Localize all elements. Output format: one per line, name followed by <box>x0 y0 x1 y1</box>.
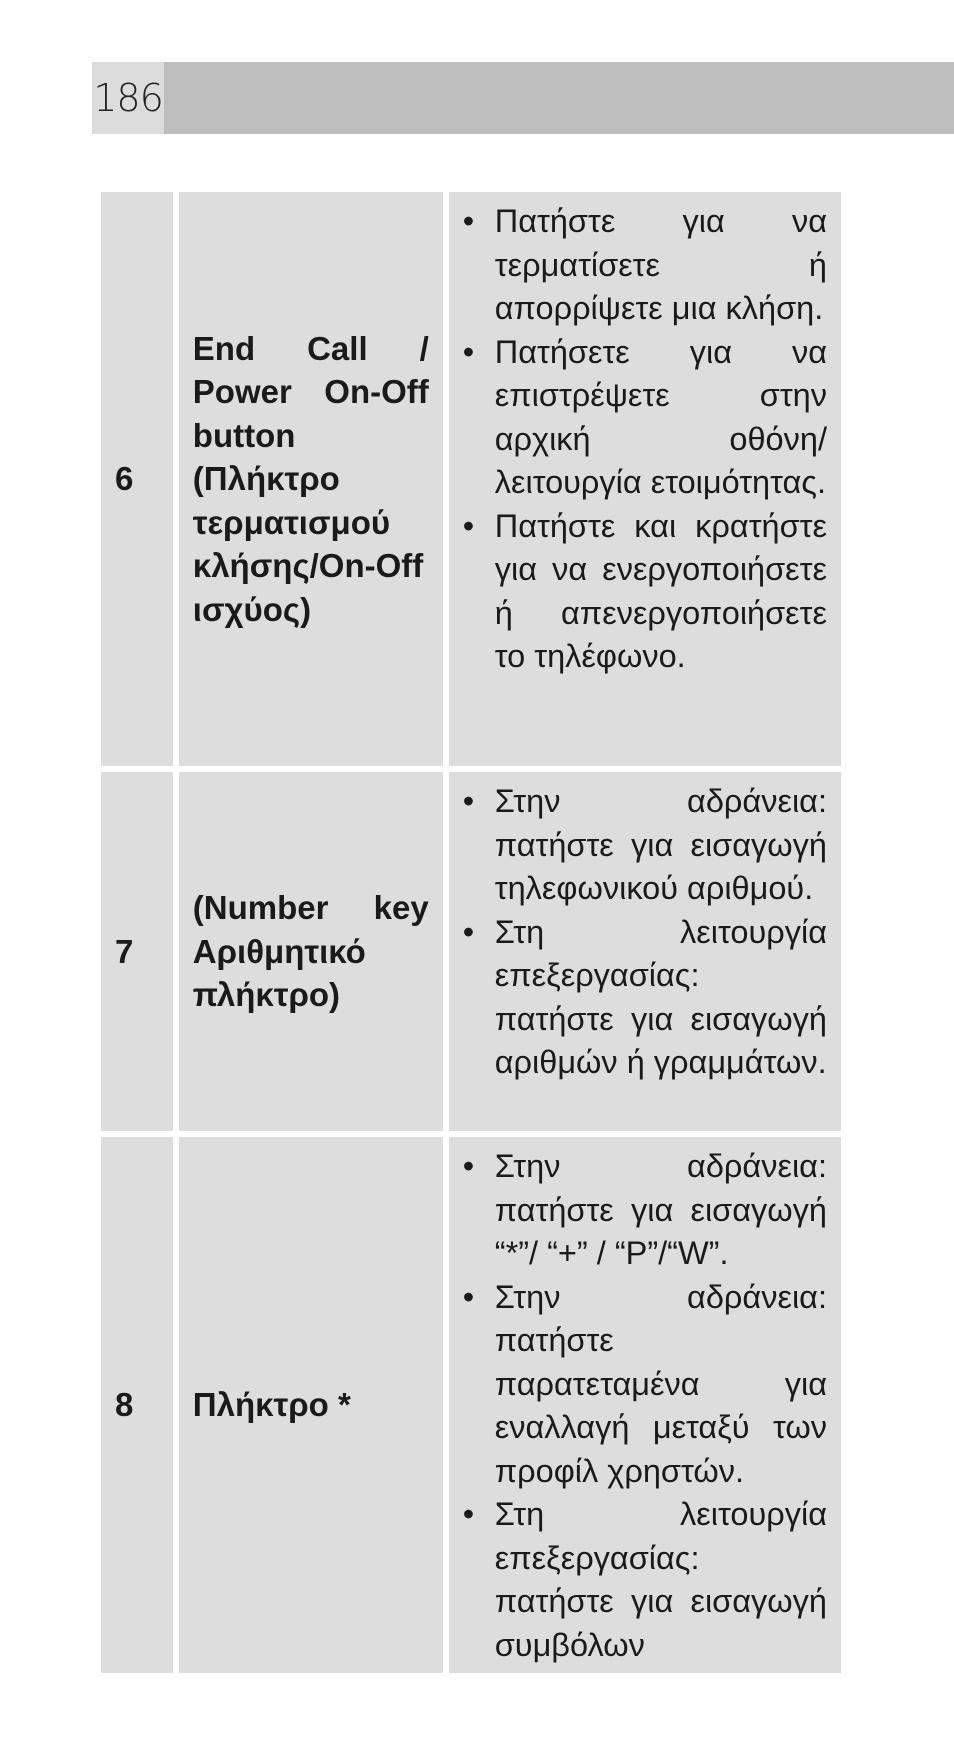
description-list <box>449 192 841 685</box>
description-cell <box>449 192 841 766</box>
row-number: 7 <box>101 772 173 1131</box>
key-name: Πλήκτρο * <box>192 1386 351 1424</box>
list-item: • Πατήστε και κρατήστε για να ενεργοποιήσετε ή απενεργοποιήσετε το τηλέφωνο. <box>495 505 827 679</box>
list-item: • Στη λειτουργία επεξεργασίας: πατήστε για εισαγωγή αριθμών ή γραμμάτων. <box>495 911 827 1085</box>
list-item: • Στην αδράνεια: πατήστε παρατεταμένα για εναλλαγή μεταξύ των προφίλ χρηστών. <box>495 1276 827 1494</box>
description-list <box>449 772 841 1091</box>
list-item: • Στην αδράνεια: πατήστε για εισαγωγή τηλεφωνικού αριθμού. <box>495 780 827 911</box>
table-row <box>101 1137 841 1673</box>
list-item: • Πατήστε για να τερματίσετε ή απορρίψετε μια κλήση. <box>495 200 827 331</box>
key-name: End Call / Power On-Off button (Πλήκτρο τερματισμού κλήσης/On-Off ισχύος) <box>192 329 429 628</box>
table-row <box>101 192 841 766</box>
key-name-cell <box>179 772 443 1131</box>
row-number: 8 <box>101 1137 173 1673</box>
table-row <box>101 772 841 1131</box>
key-name-cell <box>179 1137 443 1673</box>
row-number: 6 <box>101 192 173 766</box>
list-item: • Πατήσετε για να επιστρέψετε στην αρχική οθόνη/λειτουργία ετοιμότητας. <box>495 331 827 505</box>
description-cell <box>449 1137 841 1673</box>
page-number: 186 <box>92 62 164 134</box>
list-item: • Στην αδράνεια: πατήστε για εισαγωγή “*”/ “+” / “P”/“W”. <box>495 1145 827 1276</box>
page-header-bar <box>92 62 954 134</box>
key-function-table <box>95 186 847 1679</box>
key-name: (Number key Αριθμητικό πλήκτρο) <box>192 889 429 1014</box>
key-name-cell <box>179 192 443 766</box>
description-list <box>449 1137 841 1673</box>
list-item: • Στη λειτουργία επεξεργασίας: πατήστε για εισαγωγή συμβόλων <box>495 1493 827 1667</box>
description-cell <box>449 772 841 1131</box>
